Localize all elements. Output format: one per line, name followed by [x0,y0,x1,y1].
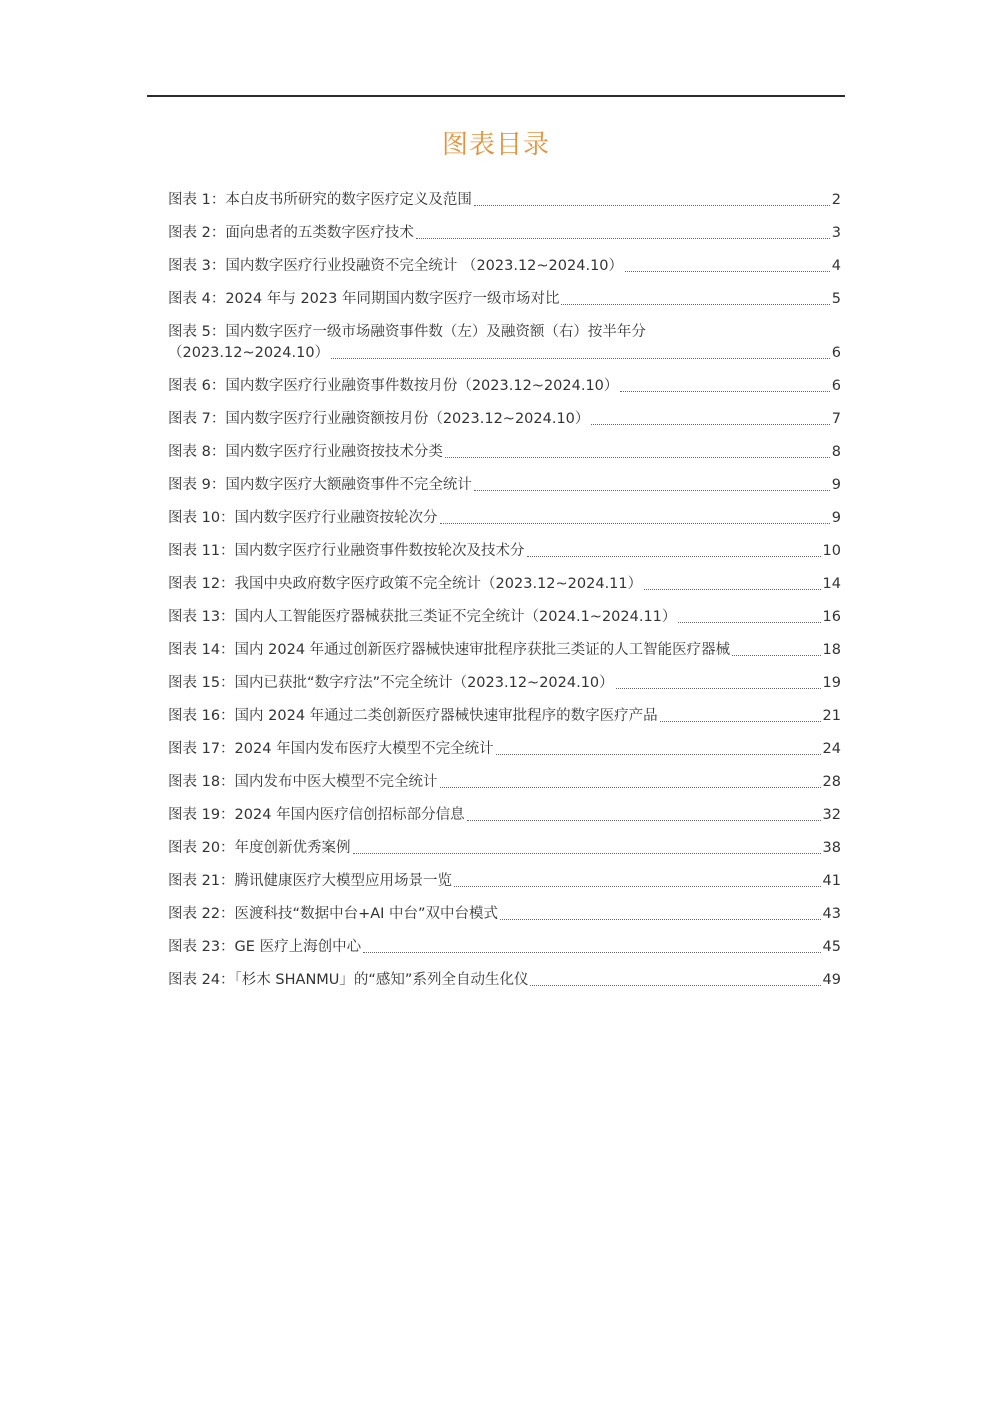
toc-entry-page: 28 [822,774,841,790]
toc-entry[interactable] [168,475,841,496]
toc-entry[interactable] [168,838,841,859]
header-rule [147,95,845,97]
dot-leader [416,238,830,239]
toc-entry-label: 图表 14：国内 2024 年通过创新医疗器械快速审批程序获批三类证的人工智能医疗器械 [168,642,731,658]
dot-leader [561,304,829,305]
page-title: 图表目录 [441,130,550,160]
toc-entry-page: 9 [831,477,841,493]
toc-entry-label: 图表 7：国内数字医疗行业融资额按月份（2023.12~2024.10） [168,411,590,427]
toc-list [168,190,841,1003]
toc-entry-label: 图表 9：国内数字医疗大额融资事件不完全统计 [168,477,472,493]
toc-entry-label: 图表 6：国内数字医疗行业融资事件数按月份（2023.12~2024.10） [168,378,619,394]
dot-leader [591,424,829,425]
toc-entry[interactable] [168,673,841,694]
dot-leader [440,787,821,788]
toc-entry-label: 图表 5：国内数字医疗一级市场融资事件数（左）及融资额（右）按半年分 [168,324,646,340]
toc-entry-page: 38 [822,840,841,856]
dot-leader [353,853,821,854]
toc-entry[interactable] [168,772,841,793]
toc-entry[interactable] [168,289,841,310]
toc-entry[interactable] [168,805,841,826]
toc-entry-page: 41 [822,873,841,889]
toc-entry-label: 图表 12：我国中央政府数字医疗政策不完全统计（2023.12~2024.11） [168,576,643,592]
toc-entry-page: 6 [831,345,841,361]
toc-entry[interactable] [168,937,841,958]
dot-leader [500,919,821,920]
dot-leader [530,985,820,986]
dot-leader [616,688,821,689]
toc-entry-label: 图表 13：国内人工智能医疗器械获批三类证不完全统计（2024.1~2024.11） [168,609,677,625]
toc-entry[interactable] [168,442,841,463]
toc-entry-page: 5 [831,291,841,307]
toc-entry-label: 图表 19：2024 年国内医疗信创招标部分信息 [168,807,465,823]
toc-entry-page: 19 [822,675,841,691]
toc-entry[interactable] [168,409,841,430]
dot-leader [644,589,820,590]
dot-leader [660,721,821,722]
dot-leader [474,205,830,206]
toc-entry[interactable] [168,541,841,562]
toc-entry[interactable] [168,640,841,661]
dot-leader [678,622,820,623]
toc-entry-page: 6 [831,378,841,394]
toc-entry-label: 图表 23：GE 医疗上海创中心 [168,939,362,955]
toc-entry-label: 图表 2：面向患者的五类数字医疗技术 [168,225,414,241]
dot-leader [331,358,830,359]
toc-entry-page: 32 [822,807,841,823]
toc-entry-label: 图表 21：腾讯健康医疗大模型应用场景一览 [168,873,453,889]
toc-entry[interactable] [168,376,841,397]
toc-entry-label: 图表 10：国内数字医疗行业融资按轮次分 [168,510,438,526]
toc-entry-label: 图表 17：2024 年国内发布医疗大模型不完全统计 [168,741,494,757]
toc-entry-page: 14 [822,576,841,592]
toc-entry-page: 45 [822,939,841,955]
toc-entry[interactable] [168,607,841,628]
toc-entry-label-continued: （2023.12~2024.10） [168,345,330,361]
toc-entry-label: 图表 22：医渡科技“数据中台+AI 中台”双中台模式 [168,906,499,922]
dot-leader [625,271,830,272]
toc-entry-page: 18 [822,642,841,658]
toc-entry-label: 图表 20：年度创新优秀案例 [168,840,351,856]
toc-entry-label: 图表 24：「杉木 SHANMU」的“感知”系列全自动生化仪 [168,972,529,988]
dot-leader [467,820,821,821]
toc-entry-label: 图表 1：本白皮书所研究的数字医疗定义及范围 [168,192,472,208]
toc-entry-page: 21 [822,708,841,724]
toc-entry[interactable] [168,508,841,529]
toc-entry[interactable] [168,322,841,364]
toc-entry-label: 图表 18：国内发布中医大模型不完全统计 [168,774,438,790]
toc-entry-page: 9 [831,510,841,526]
toc-entry-label: 图表 4：2024 年与 2023 年同期国内数字医疗一级市场对比 [168,291,560,307]
dot-leader [496,754,821,755]
toc-entry[interactable] [168,706,841,727]
dot-leader [454,886,820,887]
toc-entry-page: 43 [822,906,841,922]
toc-entry-page: 4 [831,258,841,274]
toc-entry-page: 16 [822,609,841,625]
dot-leader [620,391,829,392]
toc-entry[interactable] [168,970,841,991]
toc-entry-page: 24 [822,741,841,757]
toc-entry[interactable] [168,574,841,595]
dot-leader [474,490,830,491]
toc-entry-page: 7 [831,411,841,427]
toc-entry[interactable] [168,739,841,760]
dot-leader [445,457,830,458]
toc-entry-label: 图表 3：国内数字医疗行业投融资不完全统计 （2023.12~2024.10） [168,258,624,274]
dot-leader [527,556,821,557]
toc-entry-page: 10 [822,543,841,559]
dot-leader [440,523,830,524]
toc-entry-page: 8 [831,444,841,460]
dot-leader [363,952,820,953]
toc-entry-page: 2 [831,192,841,208]
toc-entry[interactable] [168,190,841,211]
toc-entry-label: 图表 11：国内数字医疗行业融资事件数按轮次及技术分 [168,543,525,559]
toc-entry[interactable] [168,904,841,925]
toc-entry-page: 49 [822,972,841,988]
toc-entry-page: 3 [831,225,841,241]
toc-entry[interactable] [168,223,841,244]
toc-entry-label: 图表 16：国内 2024 年通过二类创新医疗器械快速审批程序的数字医疗产品 [168,708,658,724]
dot-leader [732,655,820,656]
toc-entry[interactable] [168,256,841,277]
toc-entry[interactable] [168,871,841,892]
toc-entry-label: 图表 8：国内数字医疗行业融资按技术分类 [168,444,443,460]
toc-entry-label: 图表 15：国内已获批“数字疗法”不完全统计（2023.12~2024.10） [168,675,614,691]
